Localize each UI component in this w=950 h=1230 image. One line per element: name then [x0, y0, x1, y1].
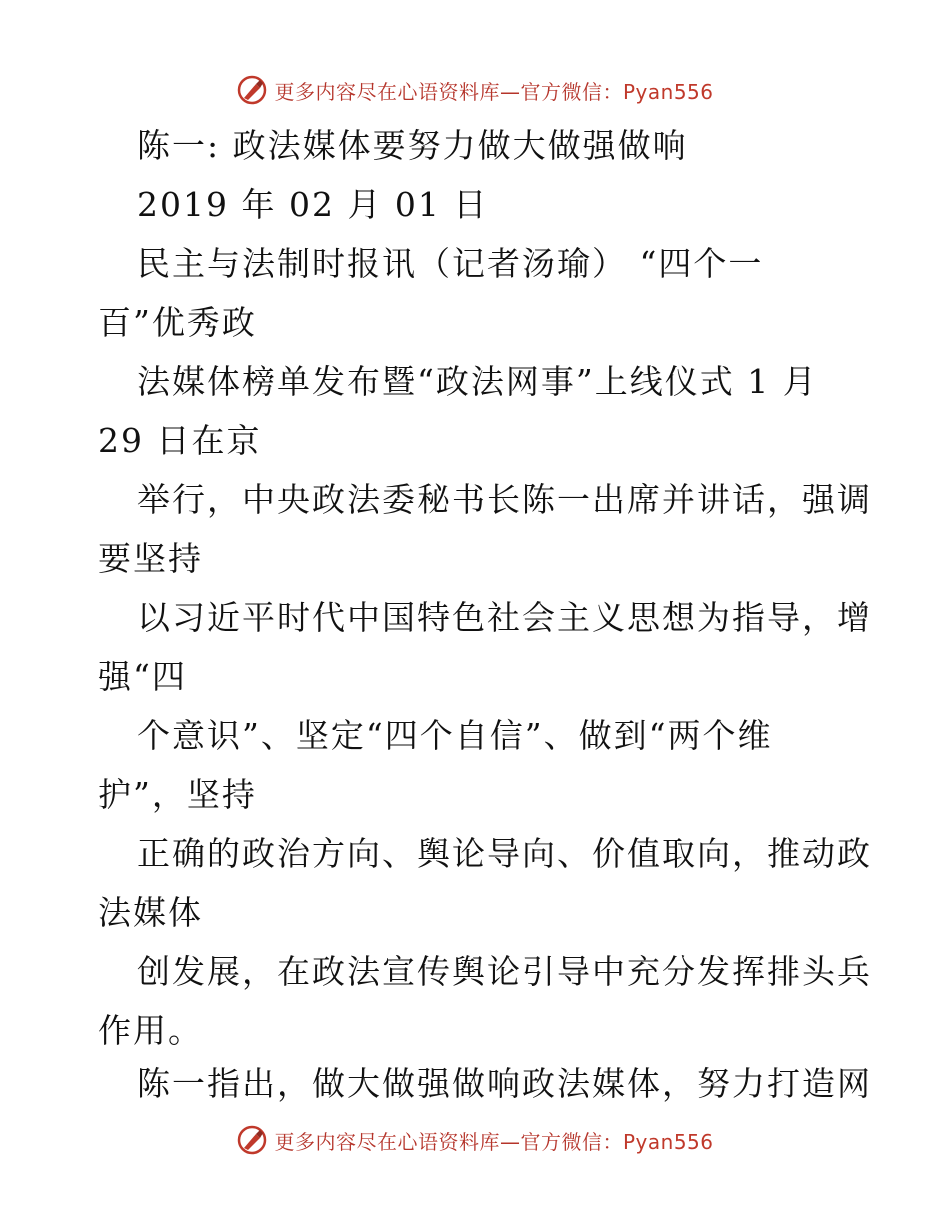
text-line: 陈一指出，做大做强做响政法媒体，努力打造网 — [137, 1064, 872, 1103]
article-title: 陈一: 政法媒体要努力做大做强做响 — [137, 126, 688, 165]
text-line: 正确的政治方向、舆论导向、价值取向，推动政 — [137, 834, 872, 873]
banner-separator: — — [499, 1129, 521, 1154]
banner-title: 更多内容尽在心语资料库 — [274, 79, 500, 104]
text-line: 法媒体榜单发布暨“政法网事”上线仪式 1 月 — [137, 362, 818, 401]
text-line: 创发展，在政法宣传舆论引导中充分发挥排头兵 — [137, 952, 872, 991]
text-line: 护”，坚持 — [98, 775, 257, 814]
banner-text — [274, 1126, 713, 1155]
banner-separator: — — [499, 79, 521, 104]
banner-handle: Pyan556 — [622, 79, 714, 104]
text-line: 29 日在京 — [98, 421, 262, 460]
banner-title: 更多内容尽在心语资料库 — [274, 1129, 500, 1154]
text-line: 个意识”、坚定“四个自信”、做到“两个维 — [137, 716, 773, 755]
banner-label: 官方微信： — [520, 79, 623, 104]
text-line: 民主与法制时报讯（记者汤瑜） “四个一 — [137, 244, 764, 283]
text-line: 百”优秀政 — [98, 303, 257, 342]
banner-handle: Pyan556 — [622, 1129, 714, 1154]
article-date: 2019 年 02 月 01 日 — [137, 185, 489, 224]
text-line: 法媒体 — [98, 893, 203, 932]
banner-label: 官方微信： — [520, 1129, 623, 1154]
text-line: 要坚持 — [98, 539, 203, 578]
pen-nib-logo-icon — [236, 1124, 268, 1156]
text-line: 强“四 — [98, 657, 187, 696]
text-line: 作用。 — [98, 1011, 203, 1050]
footer-banner — [0, 1120, 950, 1160]
text-line: 以习近平时代中国特色社会主义思想为指导，增 — [137, 598, 872, 637]
text-line: 举行，中央政法委秘书长陈一出席并讲话，强调 — [137, 480, 872, 519]
